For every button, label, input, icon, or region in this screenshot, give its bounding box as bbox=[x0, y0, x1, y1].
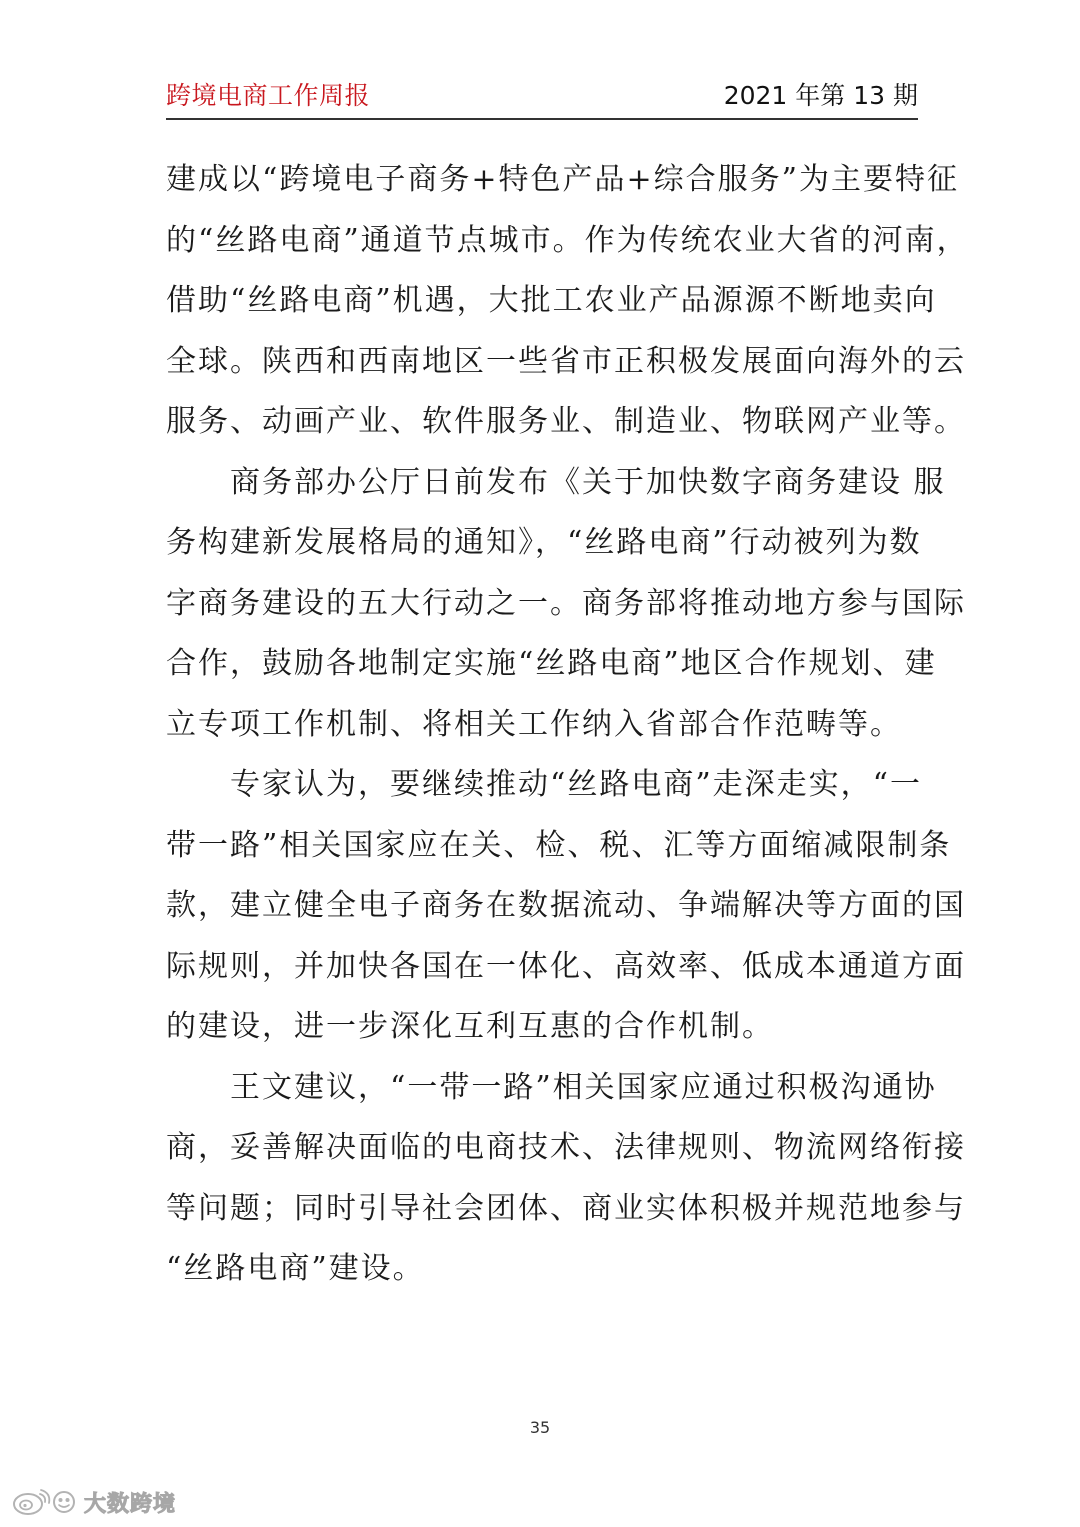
text-line: “丝路电商”建设。 bbox=[166, 1251, 425, 1286]
paragraph-2 bbox=[166, 453, 966, 756]
paragraph-4 bbox=[166, 1058, 966, 1300]
text-line: 的“丝路电商”通道节点城市。作为传统农业大省的河南， bbox=[166, 222, 969, 258]
text-line: 建成以“跨境电子商务+特色产品+综合服务”为主要特征 bbox=[166, 162, 959, 197]
report-title: 跨境电商工作周报 bbox=[166, 81, 371, 110]
paragraph-3 bbox=[166, 755, 966, 1058]
text-line: 商务部办公厅日前发布《关于加快数字商务建设 服 bbox=[230, 464, 946, 500]
text-line: 的建设，进一步深化互利互惠的合作机制。 bbox=[166, 1009, 774, 1044]
text-line: 服务、动画产业、软件服务业、制造业、物联网产业等。 bbox=[166, 404, 966, 439]
text-line: 务构建新发展格局的通知》，“丝路电商”行动被列为数 bbox=[166, 525, 922, 560]
text-line: 立专项工作机制、将相关工作纳入省部合作范畴等。 bbox=[166, 706, 902, 742]
issue-number: 2021 年第 13 期 bbox=[723, 81, 918, 110]
text-line: 全球。陕西和西南地区一些省市正积极发展面向海外的云 bbox=[166, 343, 966, 379]
watermark bbox=[10, 1486, 176, 1518]
body-text bbox=[166, 150, 969, 1300]
text-line: 际规则，并加快各国在一体化、高效率、低成本通道方面 bbox=[166, 948, 966, 984]
text-line: 借助“丝路电商”机遇，大批工农业产品源源不断地卖向 bbox=[166, 283, 937, 318]
page-number: 35 bbox=[529, 1418, 551, 1437]
paragraph-1 bbox=[166, 150, 969, 453]
text-line: 等问题；同时引导社会团体、商业实体积极并规范地参与 bbox=[166, 1190, 966, 1226]
text-line: 带一路”相关国家应在关、检、税、汇等方面缩减限制条 bbox=[166, 827, 952, 863]
text-line: 合作，鼓励各地制定实施“丝路电商”地区合作规划、建 bbox=[166, 646, 937, 681]
text-line: 字商务建设的五大行动之一。商务部将推动地方参与国际 bbox=[166, 585, 966, 621]
weibo-logo-icon bbox=[10, 1488, 78, 1516]
page-header bbox=[166, 72, 918, 120]
text-line: 专家认为，要继续推动“丝路电商”走深走实，“一 bbox=[230, 767, 923, 802]
watermark-text: 大数跨境 bbox=[84, 1491, 177, 1517]
text-line: 款，建立健全电子商务在数据流动、争端解决等方面的国 bbox=[166, 888, 966, 923]
text-line: 王文建议，“一带一路”相关国家应通过积极沟通协 bbox=[230, 1069, 937, 1105]
text-line: 商，妥善解决面临的电商技术、法律规则、物流网络衔接 bbox=[166, 1130, 966, 1165]
